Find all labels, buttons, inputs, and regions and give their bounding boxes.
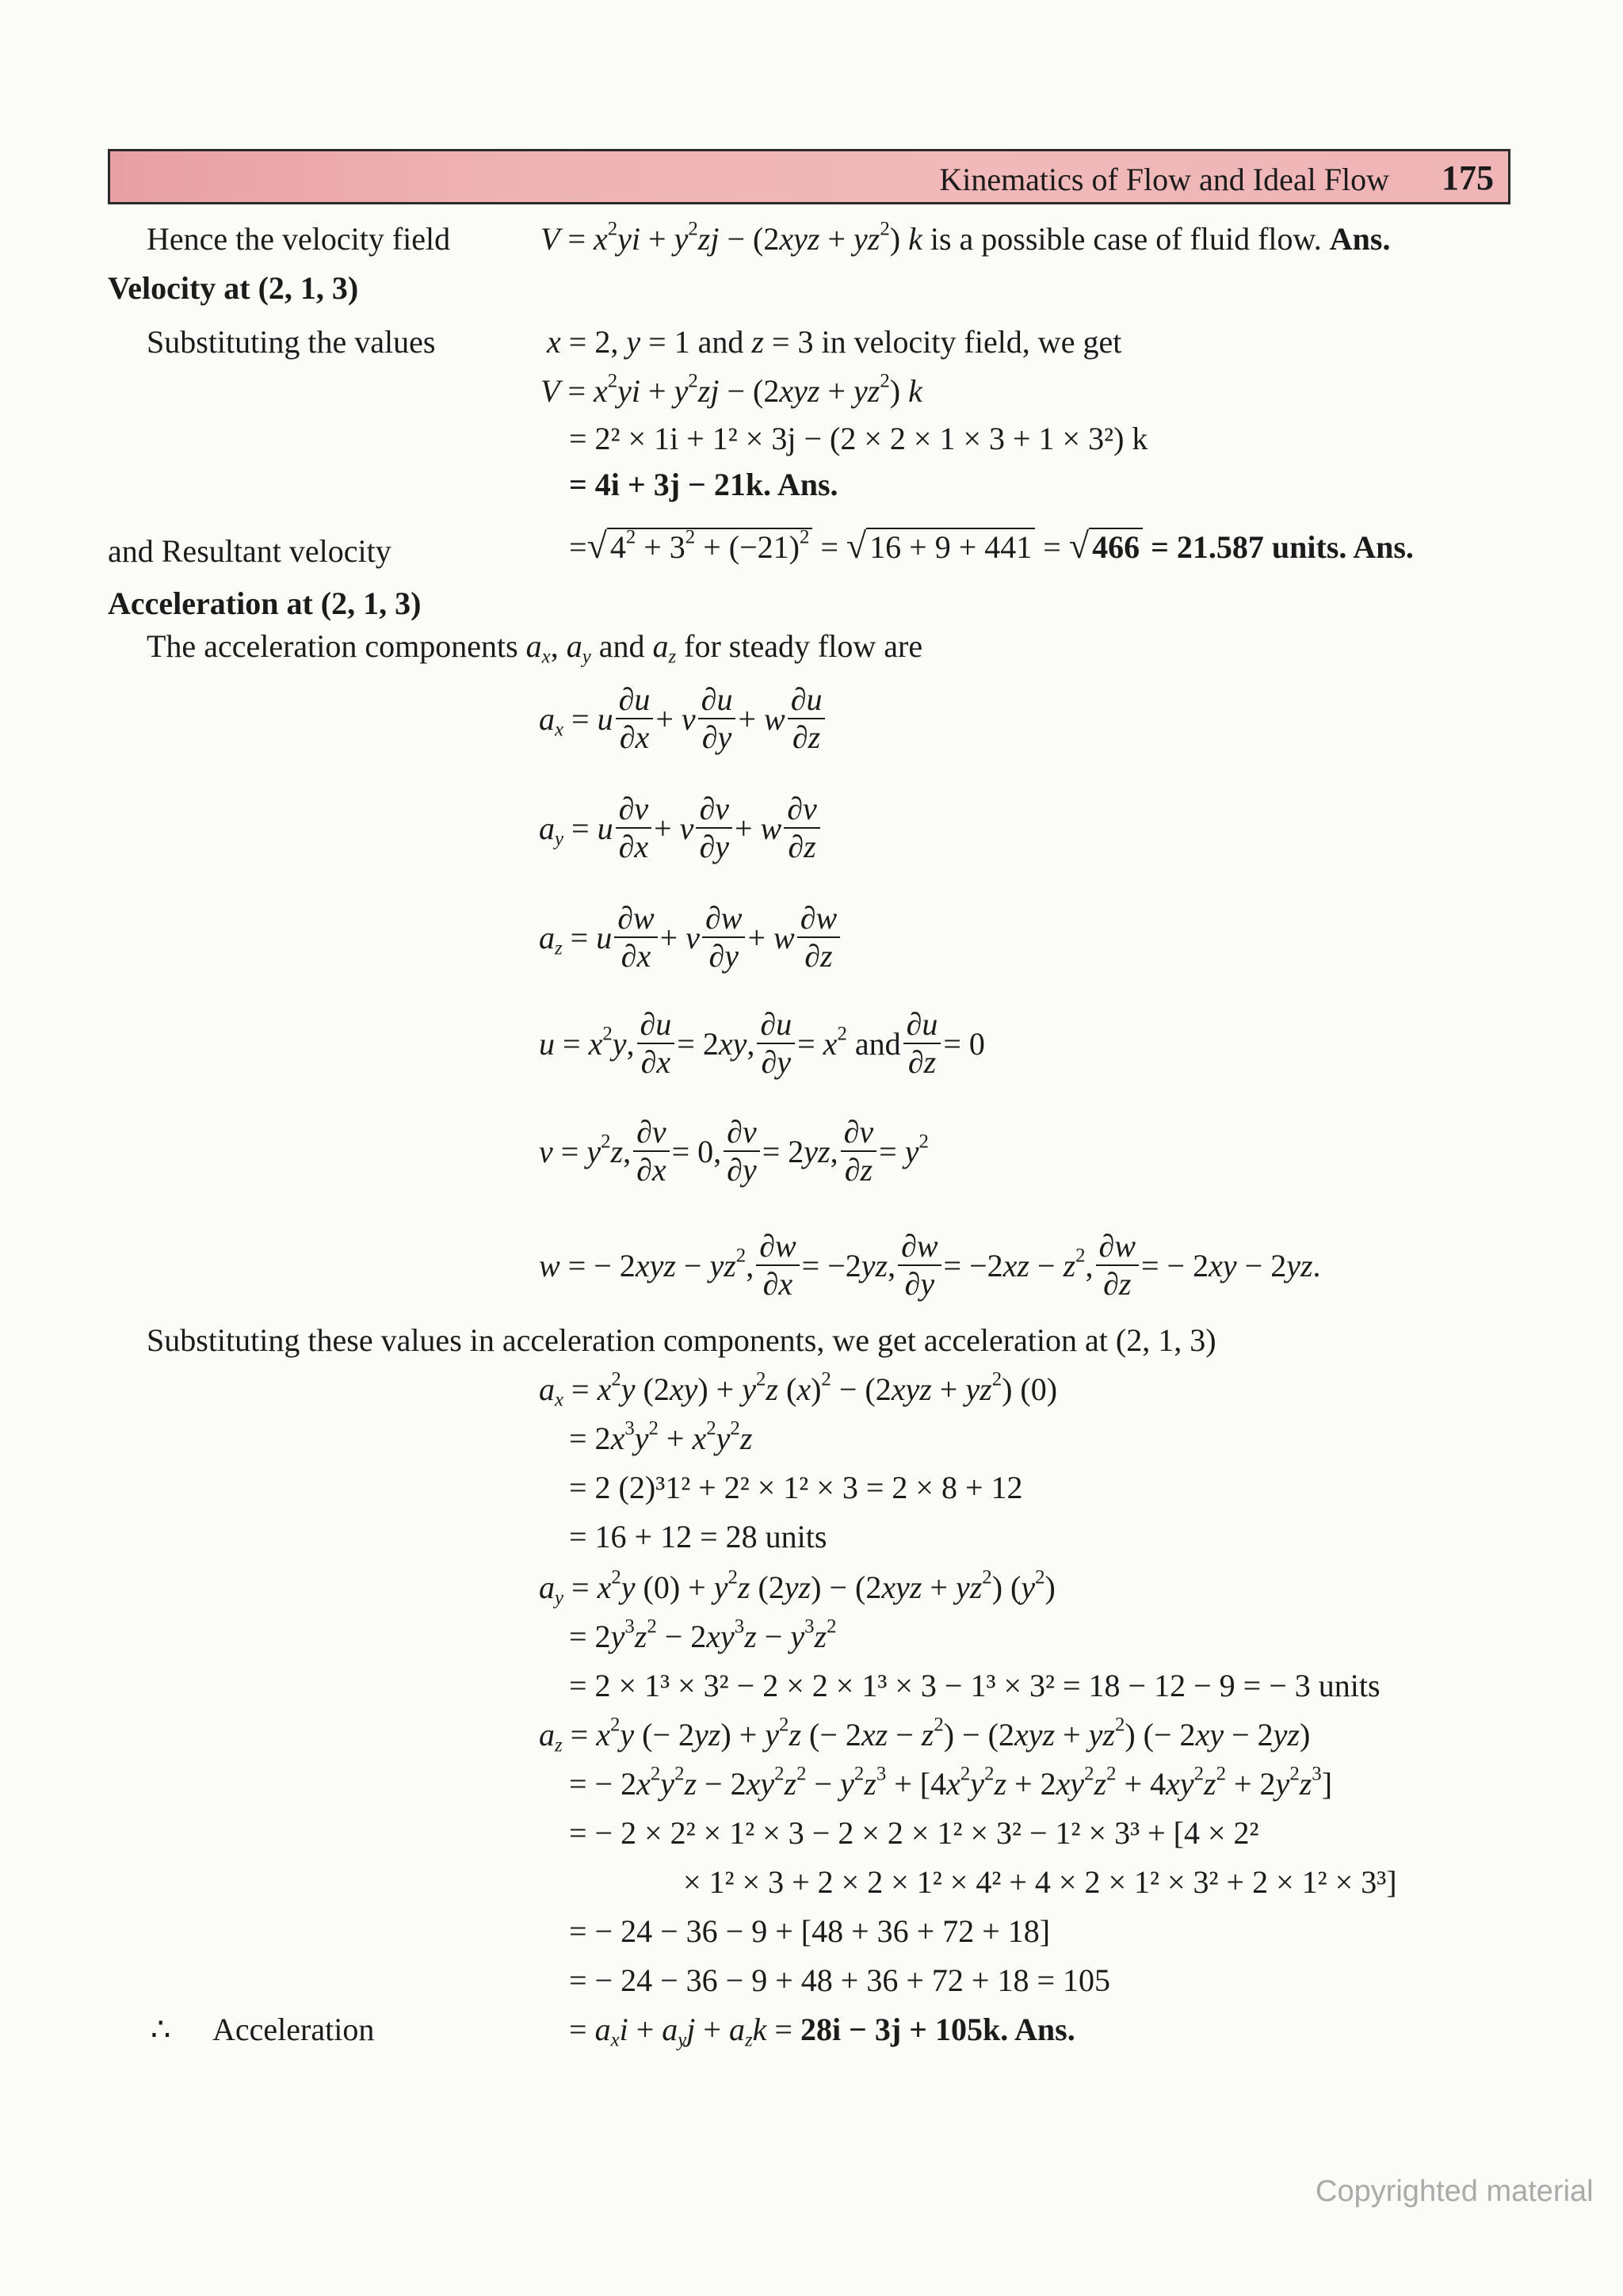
page-number: 175 (1442, 158, 1494, 197)
ax-line-4: = 16 + 12 = 28 units (569, 1519, 827, 1554)
resultant-eq: =√ $4^2 + 3^2 + (-21)^2$ = √ 16 + 9 + 441 = √ 466 = 21.587 units. Ans. (569, 525, 1414, 566)
chapter-title: Kinematics of Flow and Ideal Flow (939, 162, 1389, 197)
final-acceleration: = $a_xi + a_yj + a_zk = 28i - 3j + 105k$. Ans. (569, 2012, 1075, 2051)
accel-components-line: The acceleration components $a_x$, $a_y$ and $a_z$ for steady flow are (147, 628, 923, 668)
velocity-field-conclusion: $V = x^2yi + y^2zj - (2xyz + yz^2)$ k is a possible case of fluid flow. Ans. (540, 218, 1391, 257)
az-line-3: = − 2 × 2² × 1² × 3 − 2 × 2 × 1² × 3² − 1² × 3³ + [4 × 2² (569, 1815, 1259, 1851)
velocity-answer: = 4i + 3j − 21k. Ans. (569, 467, 838, 502)
substituting-label: Substituting the values (147, 324, 436, 360)
ax-general-eq: $a_x = u$ $\frac{\partial u}{\partial x}$ + v $\frac{\partial u}{\partial y}$ + w $\frac{\partial u}{\partial z}$ (539, 683, 827, 754)
resultant-label: and Resultant velocity (108, 533, 391, 569)
v-derivatives-eq: $v = y^2z$, $\frac{\partial v}{\partial x}$ = 0, $\frac{\partial v}{\partial y}$ = 2yz, $\frac{\partial v}{\partial z}$ = $y^2$ (539, 1114, 929, 1188)
az-general-eq: $a_z = u$ $\frac{\partial w}{\partial x}$ + v $\frac{\partial w}{\partial y}$ + w $\frac{\partial w}{\partial z}$ (539, 902, 842, 973)
w-derivatives-eq: w = − $2xyz - yz^2$, $\frac{\partial w}{\partial x}$ = −2yz, $\frac{\partial w}{\partial y}$ = $-2xz - z^2$, $\frac{\partial w}{\partial z}$ = − 2xy − 2yz. (539, 1228, 1321, 1302)
az-line-2: = − $2x^2y^2z - 2xy^2z^2 - y^2z^3 + [4x^2y^2z + 2xy^2z^2 + 4xy^2z^2 + 2y^2z^3]$ (569, 1763, 1333, 1802)
velocity-heading: Velocity at (2, 1, 3) (108, 270, 359, 306)
ax-line-1: $a_x = x^2y$ $(2xy) + y^2z$ $(x)^2 - (2xyz + yz^2)$ (0) (539, 1368, 1058, 1411)
az-line-6: = − 24 − 36 − 9 + 48 + 36 + 72 + 18 = 105 (569, 1962, 1111, 1998)
ay-line-2: = $2y^3z^2 - 2xy^3z - y^3z^2$ (569, 1615, 837, 1654)
substituting-these-line: Substituting these values in acceleration components, we get acceleration at (2, 1, 3) (147, 1322, 1216, 1358)
u-derivatives-eq: $u = x^2y$, $\frac{\partial u}{\partial x}$ = 2xy, $\frac{\partial u}{\partial y}$ = $x^2$ and $\frac{\partial u}{\partial z}$ = 0 (539, 1006, 985, 1080)
az-line-4: × 1² × 3 + 2 × 2 × 1² × 4² + 4 × 2 × 1² × 3² + 2 × 1² × 3³] (683, 1864, 1397, 1900)
az-line-1: $a_z = x^2y$ (− $2yz) + y^2z$ (− $2xz - z^2) - (2xyz + yz^2)$ (− 2xy − 2yz) (539, 1714, 1311, 1756)
hence-label: Hence the velocity field (147, 221, 451, 257)
ax-line-2: = $2x^3y^2 + x^2y^2z$ (569, 1417, 753, 1456)
acceleration-heading: Acceleration at (2, 1, 3) (108, 585, 422, 621)
az-line-5: = − 24 − 36 − 9 + [48 + 36 + 72 + 18] (569, 1913, 1051, 1949)
running-header (108, 149, 1510, 204)
copyright-watermark: Copyrighted material (1316, 2175, 1594, 2208)
ay-line-1: $a_y = x^2y$ $(0) + y^2z$ $(2yz) - (2xyz + yz^2)$ $(y^2)$ (539, 1566, 1056, 1609)
ay-general-eq: $a_y = u$ $\frac{\partial v}{\partial x}$ + v $\frac{\partial v}{\partial y}$ + w $\frac{\partial v}{\partial z}$ (539, 792, 823, 864)
velocity-substituted: = 2² × 1i + 1² × 3j − (2 × 2 × 1 × 3 + 1 × 3²) k (569, 421, 1148, 456)
acceleration-label: Acceleration (212, 2012, 375, 2047)
therefore-symbol: ∴ (151, 2012, 171, 2047)
velocity-vector-eq: $V = x^2yi + y^2zj - (2xyz + yz^2)$ k (540, 370, 922, 409)
substitution-line: x = 2, y = 1 and z = 3 in velocity field, we get (547, 324, 1122, 360)
ay-line-3: = 2 × 1³ × 3² − 2 × 2 × 1³ × 3 − 1³ × 3² = 18 − 12 − 9 = − 3 units (569, 1668, 1381, 1703)
ax-line-3: = 2 (2)³1² + 2² × 1² × 3 = 2 × 8 + 12 (569, 1470, 1023, 1505)
